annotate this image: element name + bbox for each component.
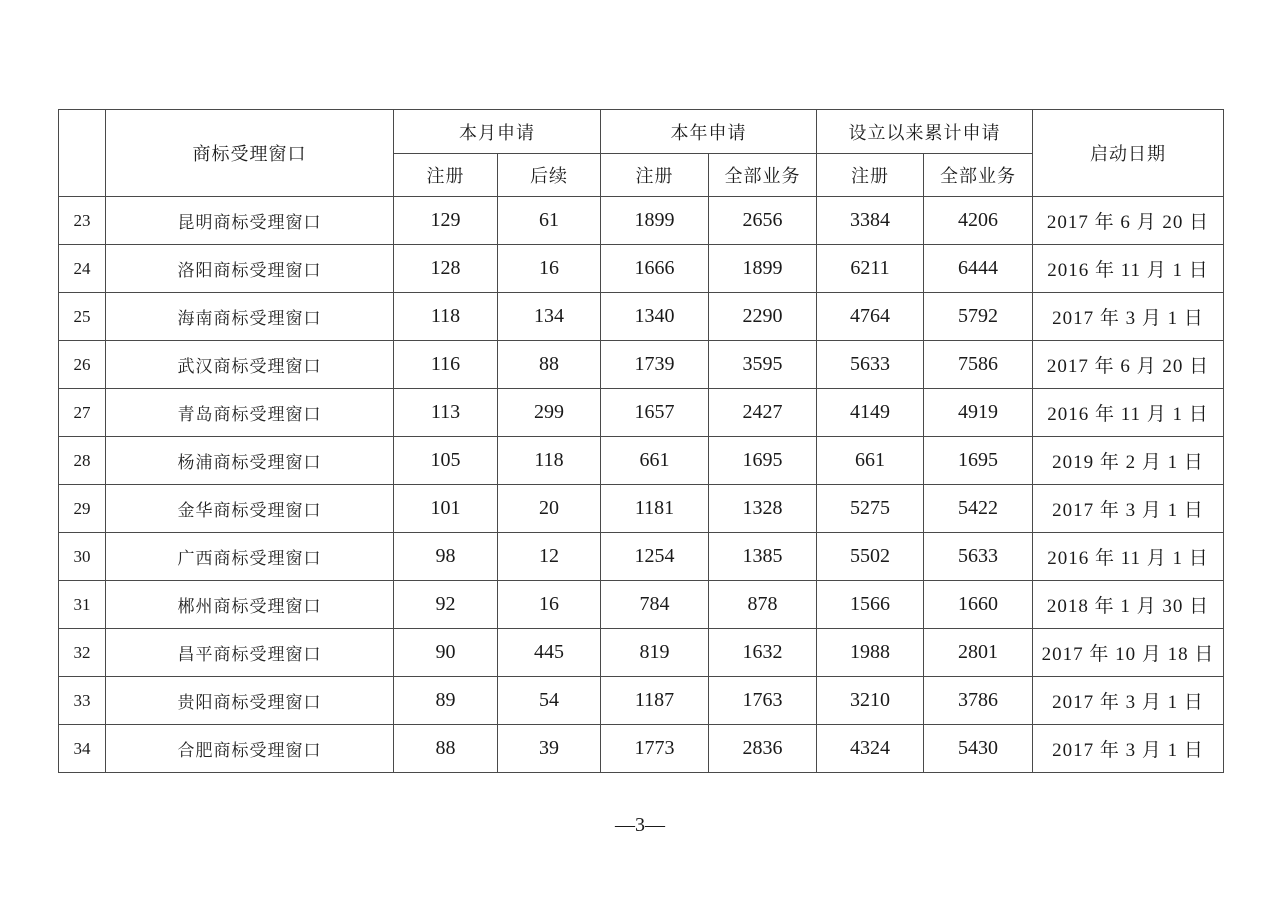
month-followup-value: 61: [498, 197, 601, 245]
cumulative-all-value: 4206: [924, 197, 1033, 245]
cumulative-all-value: 5422: [924, 485, 1033, 533]
cumulative-register-value: 3384: [817, 197, 924, 245]
cumulative-register-value: 6211: [817, 245, 924, 293]
month-register-value: 113: [394, 389, 498, 437]
month-followup-value: 20: [498, 485, 601, 533]
table-row: [59, 485, 1224, 533]
table-row: [59, 389, 1224, 437]
cumulative-register-value: 3210: [817, 677, 924, 725]
month-followup-value: 445: [498, 629, 601, 677]
month-register-value: 105: [394, 437, 498, 485]
cumulative-all-value: 3786: [924, 677, 1033, 725]
window-name: 合肥商标受理窗口: [106, 725, 394, 773]
window-name: 昌平商标受理窗口: [106, 629, 394, 677]
start-date-value: 2016 年 11 月 1 日: [1033, 389, 1224, 437]
year-register-value: 1899: [601, 197, 709, 245]
table-row: [59, 581, 1224, 629]
window-name: 贵阳商标受理窗口: [106, 677, 394, 725]
row-index: 25: [59, 293, 106, 341]
row-index: 34: [59, 725, 106, 773]
table-row: [59, 725, 1224, 773]
window-name: 青岛商标受理窗口: [106, 389, 394, 437]
start-date-value: 2017 年 3 月 1 日: [1033, 677, 1224, 725]
month-followup-value: 16: [498, 245, 601, 293]
month-register-value: 128: [394, 245, 498, 293]
cumulative-all-value: 1660: [924, 581, 1033, 629]
table-row: [59, 341, 1224, 389]
table-row: [59, 293, 1224, 341]
month-register-value: 101: [394, 485, 498, 533]
window-name-header: 商标受理窗口: [106, 110, 394, 197]
year-register-header: 注册: [601, 154, 709, 197]
cumulative-all-value: 2801: [924, 629, 1033, 677]
year-all-value: 1385: [709, 533, 817, 581]
start-date-value: 2017 年 10 月 18 日: [1033, 629, 1224, 677]
window-name: 杨浦商标受理窗口: [106, 437, 394, 485]
year-application-header: 本年申请: [601, 110, 817, 154]
window-name: 郴州商标受理窗口: [106, 581, 394, 629]
table-header: [59, 110, 1224, 197]
year-register-value: 1181: [601, 485, 709, 533]
cumulative-all-value: 6444: [924, 245, 1033, 293]
month-register-value: 90: [394, 629, 498, 677]
month-register-value: 89: [394, 677, 498, 725]
start-date-value: 2017 年 3 月 1 日: [1033, 485, 1224, 533]
month-register-value: 92: [394, 581, 498, 629]
start-date-header: 启动日期: [1033, 110, 1224, 197]
row-index: 24: [59, 245, 106, 293]
window-name: 海南商标受理窗口: [106, 293, 394, 341]
start-date-value: 2017 年 6 月 20 日: [1033, 341, 1224, 389]
cumulative-register-value: 4324: [817, 725, 924, 773]
start-date-value: 2016 年 11 月 1 日: [1033, 533, 1224, 581]
cumulative-all-value: 5792: [924, 293, 1033, 341]
table-row: [59, 197, 1224, 245]
row-index: 32: [59, 629, 106, 677]
month-followup-value: 54: [498, 677, 601, 725]
year-all-value: 1632: [709, 629, 817, 677]
month-register-value: 129: [394, 197, 498, 245]
year-register-value: 1739: [601, 341, 709, 389]
year-register-value: 1187: [601, 677, 709, 725]
window-name: 洛阳商标受理窗口: [106, 245, 394, 293]
month-followup-value: 39: [498, 725, 601, 773]
cumulative-register-value: 4764: [817, 293, 924, 341]
year-all-value: 2836: [709, 725, 817, 773]
year-register-value: 1254: [601, 533, 709, 581]
window-name: 武汉商标受理窗口: [106, 341, 394, 389]
month-followup-value: 88: [498, 341, 601, 389]
row-index: 31: [59, 581, 106, 629]
cumulative-register-value: 1988: [817, 629, 924, 677]
year-all-value: 878: [709, 581, 817, 629]
window-name: 广西商标受理窗口: [106, 533, 394, 581]
year-register-value: 1340: [601, 293, 709, 341]
row-index: 29: [59, 485, 106, 533]
cumulative-all-value: 4919: [924, 389, 1033, 437]
cumulative-register-header: 注册: [817, 154, 924, 197]
table-body: [59, 197, 1224, 773]
row-index: 26: [59, 341, 106, 389]
cumulative-register-value: 5502: [817, 533, 924, 581]
year-all-value: 1899: [709, 245, 817, 293]
cumulative-register-value: 1566: [817, 581, 924, 629]
year-all-header: 全部业务: [709, 154, 817, 197]
cumulative-all-value: 1695: [924, 437, 1033, 485]
window-name: 昆明商标受理窗口: [106, 197, 394, 245]
month-register-value: 88: [394, 725, 498, 773]
row-index: 33: [59, 677, 106, 725]
table-row: [59, 437, 1224, 485]
cumulative-all-value: 7586: [924, 341, 1033, 389]
year-all-value: 1328: [709, 485, 817, 533]
month-register-value: 98: [394, 533, 498, 581]
year-all-value: 2427: [709, 389, 817, 437]
month-followup-value: 118: [498, 437, 601, 485]
cumulative-register-value: 661: [817, 437, 924, 485]
year-all-value: 1695: [709, 437, 817, 485]
year-register-value: 661: [601, 437, 709, 485]
table-row: [59, 245, 1224, 293]
row-index: 30: [59, 533, 106, 581]
month-followup-value: 134: [498, 293, 601, 341]
cumulative-application-header: 设立以来累计申请: [817, 110, 1033, 154]
month-application-header: 本月申请: [394, 110, 601, 154]
month-followup-header: 后续: [498, 154, 601, 197]
cumulative-all-value: 5633: [924, 533, 1033, 581]
year-register-value: 784: [601, 581, 709, 629]
start-date-value: 2017 年 3 月 1 日: [1033, 725, 1224, 773]
year-register-value: 1657: [601, 389, 709, 437]
table-row: [59, 629, 1224, 677]
month-followup-value: 299: [498, 389, 601, 437]
window-name: 金华商标受理窗口: [106, 485, 394, 533]
year-register-value: 1773: [601, 725, 709, 773]
start-date-value: 2016 年 11 月 1 日: [1033, 245, 1224, 293]
month-register-value: 116: [394, 341, 498, 389]
start-date-value: 2017 年 3 月 1 日: [1033, 293, 1224, 341]
year-all-value: 1763: [709, 677, 817, 725]
cumulative-register-value: 4149: [817, 389, 924, 437]
index-header: [59, 110, 106, 197]
start-date-value: 2017 年 6 月 20 日: [1033, 197, 1224, 245]
table-row: [59, 533, 1224, 581]
month-followup-value: 12: [498, 533, 601, 581]
month-register-header: 注册: [394, 154, 498, 197]
table-row: [59, 677, 1224, 725]
trademark-window-table: [58, 109, 1224, 773]
row-index: 28: [59, 437, 106, 485]
cumulative-all-value: 5430: [924, 725, 1033, 773]
cumulative-register-value: 5275: [817, 485, 924, 533]
year-all-value: 3595: [709, 341, 817, 389]
year-all-value: 2290: [709, 293, 817, 341]
cumulative-register-value: 5633: [817, 341, 924, 389]
year-register-value: 819: [601, 629, 709, 677]
month-followup-value: 16: [498, 581, 601, 629]
start-date-value: 2019 年 2 月 1 日: [1033, 437, 1224, 485]
cumulative-all-header: 全部业务: [924, 154, 1033, 197]
row-index: 23: [59, 197, 106, 245]
page-number: —3—: [615, 814, 665, 836]
start-date-value: 2018 年 1 月 30 日: [1033, 581, 1224, 629]
month-register-value: 118: [394, 293, 498, 341]
year-register-value: 1666: [601, 245, 709, 293]
year-all-value: 2656: [709, 197, 817, 245]
row-index: 27: [59, 389, 106, 437]
